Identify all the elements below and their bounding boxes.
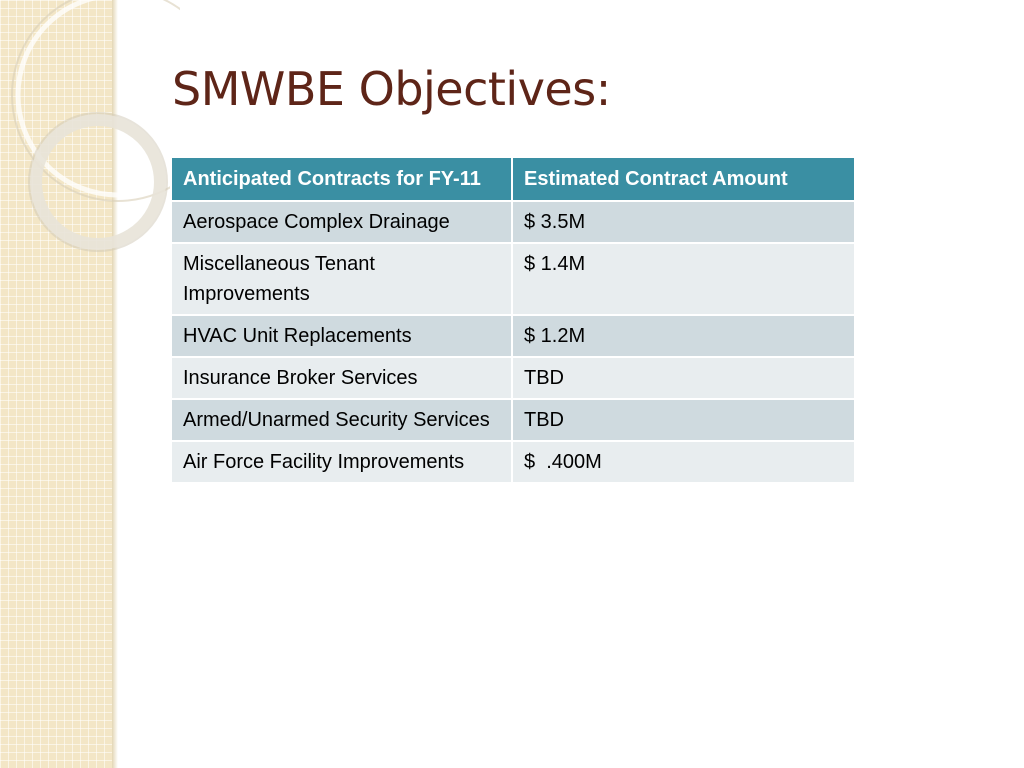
contract-amount-cell: TBD	[512, 399, 855, 441]
contract-name-cell: HVAC Unit Replacements	[171, 315, 512, 357]
contract-amount-cell: $ 1.2M	[512, 315, 855, 357]
contract-name-cell: Aerospace Complex Drainage	[171, 201, 512, 243]
contract-amount-cell: TBD	[512, 357, 855, 399]
contract-name-cell: Air Force Facility Improvements	[171, 441, 512, 483]
table-row	[171, 315, 855, 357]
contract-amount-cell: $ 1.4M	[512, 243, 855, 315]
decorative-side-strip	[0, 0, 112, 768]
table-row	[171, 201, 855, 243]
side-strip-shadow	[112, 0, 118, 768]
column-header-contracts: Anticipated Contracts for FY-11	[171, 157, 512, 201]
contract-name-cell: Armed/Unarmed Security Services	[171, 399, 512, 441]
table-row	[171, 243, 855, 315]
contract-name-cell: Miscellaneous Tenant Improvements	[171, 243, 512, 315]
table-row	[171, 441, 855, 483]
column-header-amount: Estimated Contract Amount	[512, 157, 855, 201]
contract-name-cell: Insurance Broker Services	[171, 357, 512, 399]
table-header-row	[171, 157, 855, 201]
table-row	[171, 399, 855, 441]
slide-title: SMWBE Objectives:	[172, 62, 611, 116]
table-row	[171, 357, 855, 399]
contract-amount-cell: $ 3.5M	[512, 201, 855, 243]
contract-amount-cell: $ .400M	[512, 441, 855, 483]
contracts-table	[170, 156, 856, 484]
